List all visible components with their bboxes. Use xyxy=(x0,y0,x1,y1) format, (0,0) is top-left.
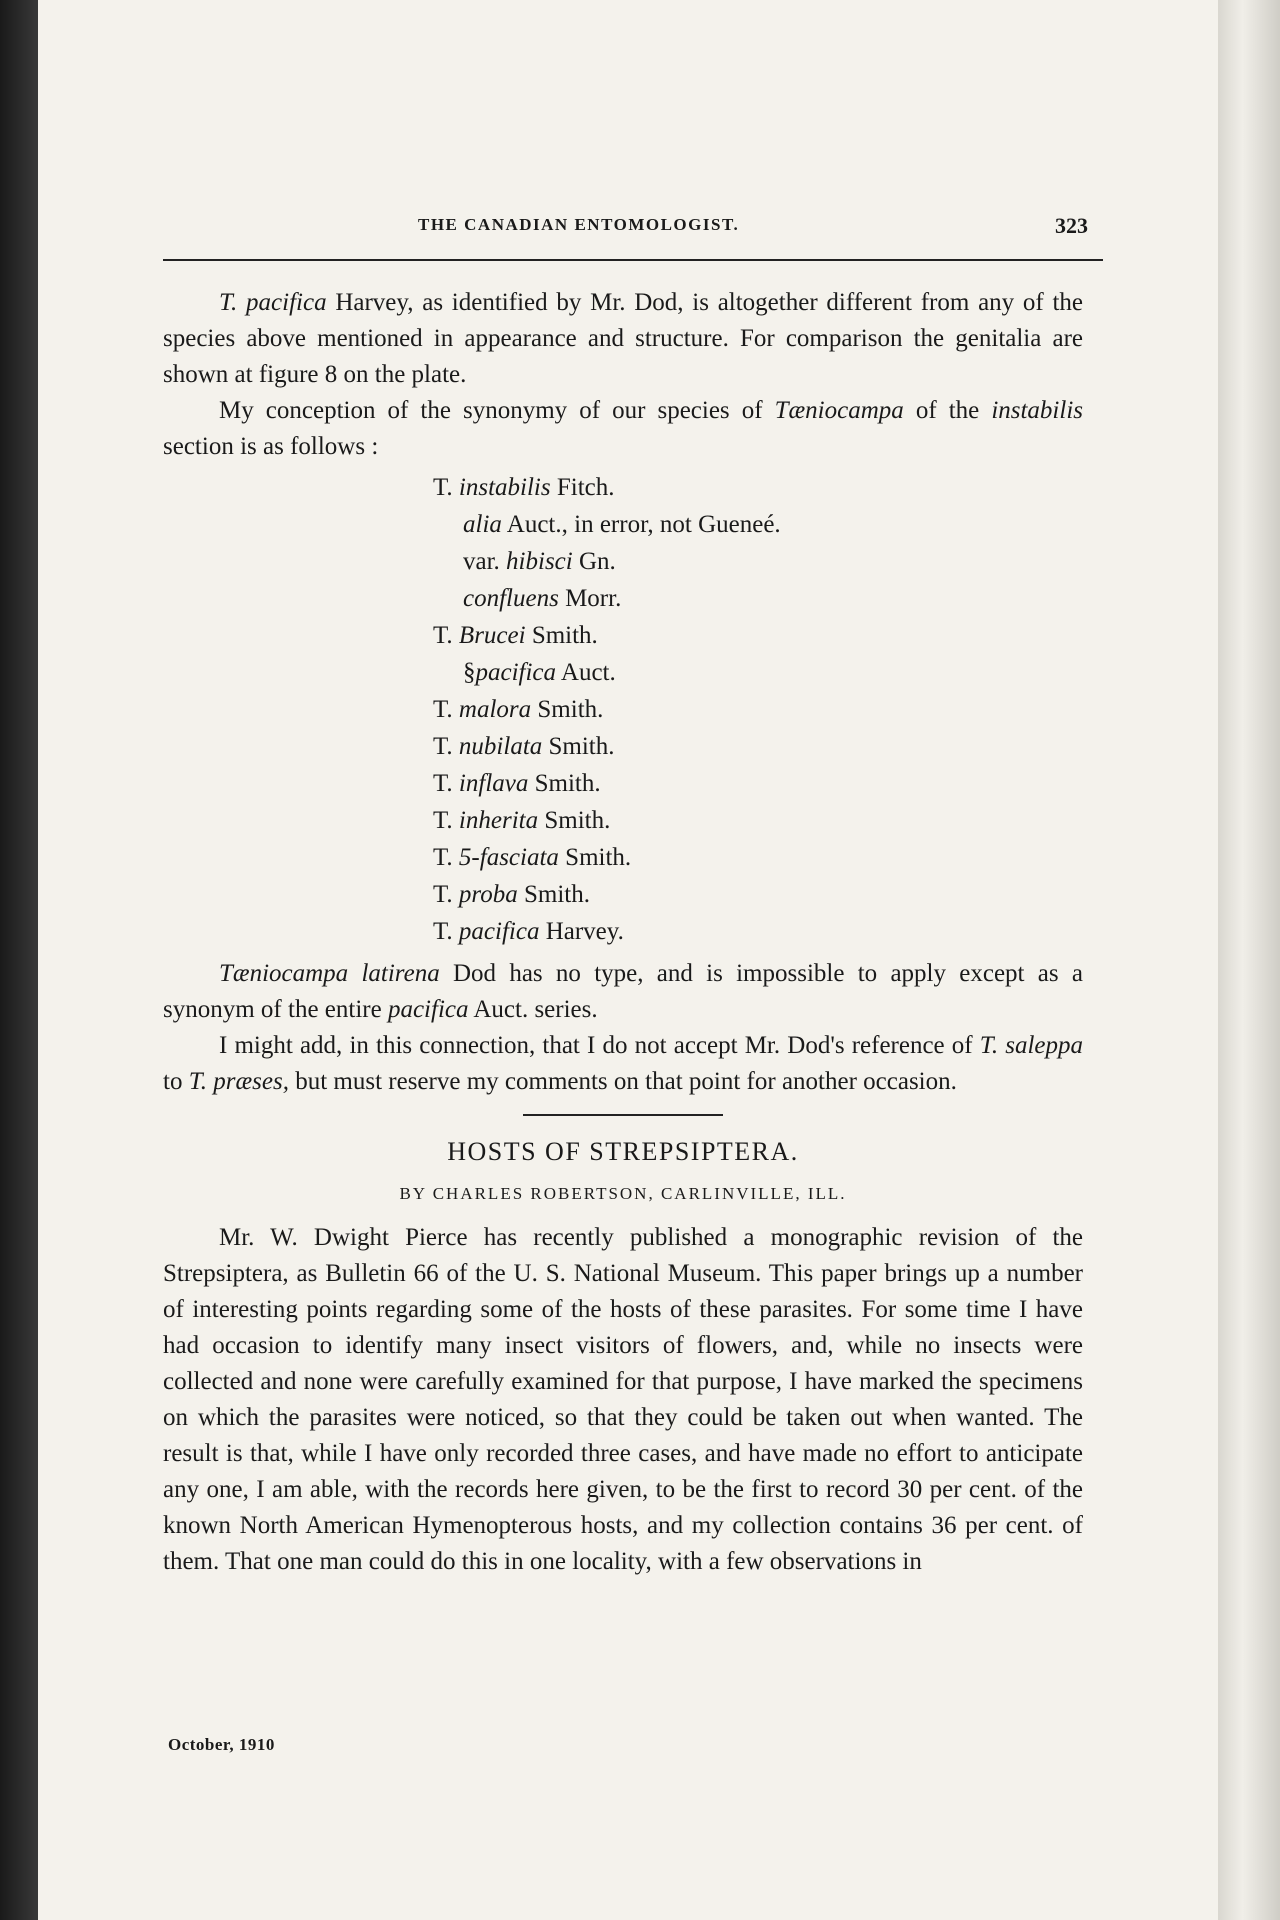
article-body: Mr. W. Dwight Pierce has recently published a monographic revision of the Strepsiptera, as Bulletin 66 of the U. S. National Museum. This paper brings up a number of interesting points regarding some of the hosts of these parasites. For some time I have had occasion to identify many insect visitors of flowers, and, while no insects were collected and none were carefully examined for that purpose, I have marked the specimens on which the parasites were noticed, so that they could be taken out when wanted. The result is that, while I have only recorded three cases, and have made no effort to anticipate any one, I am able, with the records here given, to be the first to record 30 per cent. of the known North American Hymenopterous hosts, and my collection contains 36 per cent. of them. That one man could do this in one locality, with a few observations in xyxy=(163,1224,1083,1575)
body-text xyxy=(163,285,1083,1580)
paragraph-text: My conception of the synonymy of our species of xyxy=(219,397,775,424)
paragraph-reference xyxy=(163,1028,1083,1100)
journal-page xyxy=(38,0,1218,1920)
paragraph-pacifica xyxy=(163,285,1083,393)
synonymy-entry: confluens Morr. xyxy=(463,585,622,612)
paragraph-synonymy-intro xyxy=(163,393,1083,465)
paragraph-text: Harvey, as identified by Mr. Dod, is altogether different from any of the species above mentioned in appearance and structure. For comparison the genitalia are shown at figure 8 on the plate. xyxy=(163,289,1084,388)
paragraph-text: section is as follows : xyxy=(163,433,379,460)
italic-species: Tæniocampa latirena xyxy=(219,960,440,987)
italic-species: T. pacifica xyxy=(219,289,327,316)
paragraph-text: Auct. series. xyxy=(468,996,598,1023)
paragraph-latirena xyxy=(163,956,1083,1028)
issue-date: October, 1910 xyxy=(168,1735,275,1754)
running-head xyxy=(118,213,1088,255)
running-title: THE CANADIAN ENTOMOLOGIST. xyxy=(418,215,740,234)
synonymy-entry: T. Brucei Smith. xyxy=(433,622,598,649)
page-edge xyxy=(1218,0,1280,1920)
synonymy-entry: alia Auct., in error, not Gueneé. xyxy=(463,511,781,538)
synonymy-entry: T. pacifica Harvey. xyxy=(433,918,624,945)
italic-species: T. præses, xyxy=(188,1068,289,1095)
header-rule xyxy=(163,259,1103,261)
paragraph-text: of the xyxy=(903,397,992,424)
synonymy-entry: T. inherita Smith. xyxy=(433,807,611,834)
paragraph-text: but must reserve my comments on that point for another occasion. xyxy=(288,1068,957,1095)
synonymy-list xyxy=(163,469,1083,950)
italic-genus: Tæniocampa xyxy=(774,397,904,424)
paragraph-text: Dod has no type, and is impossible to apply except as a synonym of the entire xyxy=(163,960,1083,1023)
synonymy-entry: T. nubilata Smith. xyxy=(433,733,615,760)
synonymy-entry: T. malora Smith. xyxy=(433,696,604,723)
synonymy-entry: T. inflava Smith. xyxy=(433,770,601,797)
italic-species: instabilis xyxy=(991,397,1083,424)
section-divider xyxy=(523,1114,723,1116)
scan-binding-shadow xyxy=(0,0,40,1920)
synonymy-entry: T. instabilis Fitch. xyxy=(433,474,615,501)
page-content xyxy=(118,213,1088,1575)
article-title: HOSTS OF STREPSIPTERA. xyxy=(447,1137,799,1166)
paragraph-text: I might add, in this connection, that I do not accept Mr. Dod's reference of xyxy=(219,1032,980,1059)
synonymy-entry: var. hibisci Gn. xyxy=(463,548,616,575)
synonymy-entry: T. proba Smith. xyxy=(433,881,590,908)
synonymy-entry: T. 5-fasciata Smith. xyxy=(433,844,632,871)
page-number: 323 xyxy=(1055,213,1088,238)
paragraph-text: to xyxy=(163,1068,189,1095)
synonymy-entry: §pacifica Auct. xyxy=(463,659,616,686)
italic-species: pacifica xyxy=(387,996,469,1023)
italic-species: T. saleppa xyxy=(979,1032,1083,1059)
article-byline: BY CHARLES ROBERTSON, CARLINVILLE, ILL. xyxy=(399,1184,847,1203)
